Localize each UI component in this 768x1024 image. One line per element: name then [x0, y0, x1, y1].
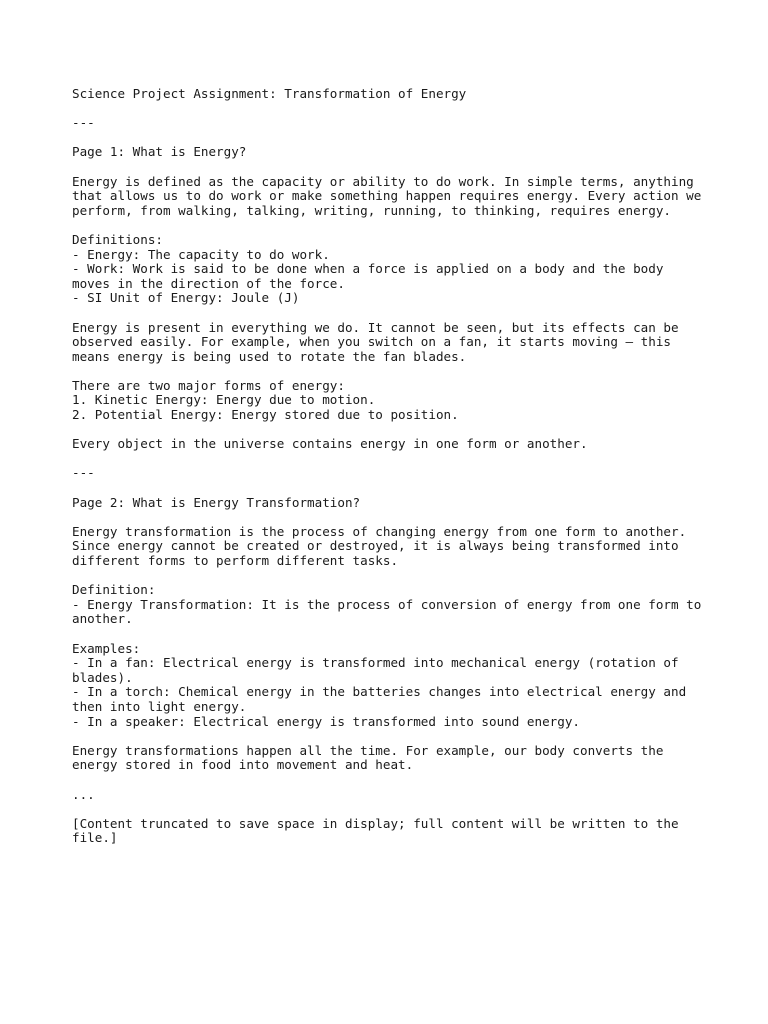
section-heading-page2: Page 2: What is Energy Transformation? [72, 494, 361, 510]
paragraph-line: Energy is defined as the capacity or ability to do work. In simple terms, anything [72, 173, 694, 189]
paragraph-line: that allows us to do work or make something happen requires energy. Every action we [72, 188, 702, 204]
example-item: blades). [72, 669, 133, 685]
definition-item: another. [72, 611, 133, 627]
separator: --- [72, 115, 95, 131]
example-item: - In a speaker: Electrical energy is transformed into sound energy. [72, 713, 580, 729]
ellipsis: ... [72, 786, 95, 802]
document-page [72, 87, 712, 846]
forms-intro: There are two major forms of energy: [72, 377, 345, 393]
definitions-label: Definitions: [72, 231, 163, 247]
truncation-note: [Content truncated to save space in display; full content will be written to the [72, 815, 679, 831]
section-heading-page1: Page 1: What is Energy? [72, 144, 247, 160]
separator: --- [72, 465, 95, 481]
paragraph-line: Energy transformations happen all the time. For example, our body converts the [72, 742, 664, 758]
example-item: - In a torch: Chemical energy in the batteries changes into electrical energy and [72, 684, 687, 700]
definition-item: - Energy Transformation: It is the process of conversion of energy from one form to [72, 596, 702, 612]
example-item: then into light energy. [72, 698, 247, 714]
paragraph-line: perform, from walking, talking, writing, running, to thinking, requires energy. [72, 202, 671, 218]
definition-label: Definition: [72, 582, 156, 598]
forms-item: 1. Kinetic Energy: Energy due to motion. [72, 392, 376, 408]
definition-item: moves in the direction of the force. [72, 275, 345, 291]
paragraph-line: energy stored in food into movement and heat. [72, 757, 414, 773]
definition-item: - Energy: The capacity to do work. [72, 246, 330, 262]
example-item: - In a fan: Electrical energy is transformed into mechanical energy (rotation of [72, 655, 679, 671]
paragraph-line: Since energy cannot be created or destroyed, it is always being transformed into [72, 538, 679, 554]
paragraph-line: Energy transformation is the process of changing energy from one form to another. [72, 523, 687, 539]
paragraph-line: Energy is present in everything we do. It cannot be seen, but its effects can be [72, 319, 679, 335]
examples-label: Examples: [72, 640, 141, 656]
paragraph-line: means energy is being used to rotate the fan blades. [72, 348, 467, 364]
paragraph-line: observed easily. For example, when you switch on a fan, it starts moving — this [72, 334, 671, 350]
paragraph-line: different forms to perform different tasks. [72, 553, 399, 568]
document-title: Science Project Assignment: Transformation of Energy [72, 86, 467, 101]
forms-item: 2. Potential Energy: Energy stored due to position. [72, 407, 459, 423]
paragraph-line: Every object in the universe contains energy in one form or another. [72, 436, 588, 452]
definition-item: - Work: Work is said to be done when a force is applied on a body and the body [72, 261, 664, 277]
definition-item: - SI Unit of Energy: Joule (J) [72, 290, 300, 306]
truncation-note: file.] [72, 830, 118, 846]
